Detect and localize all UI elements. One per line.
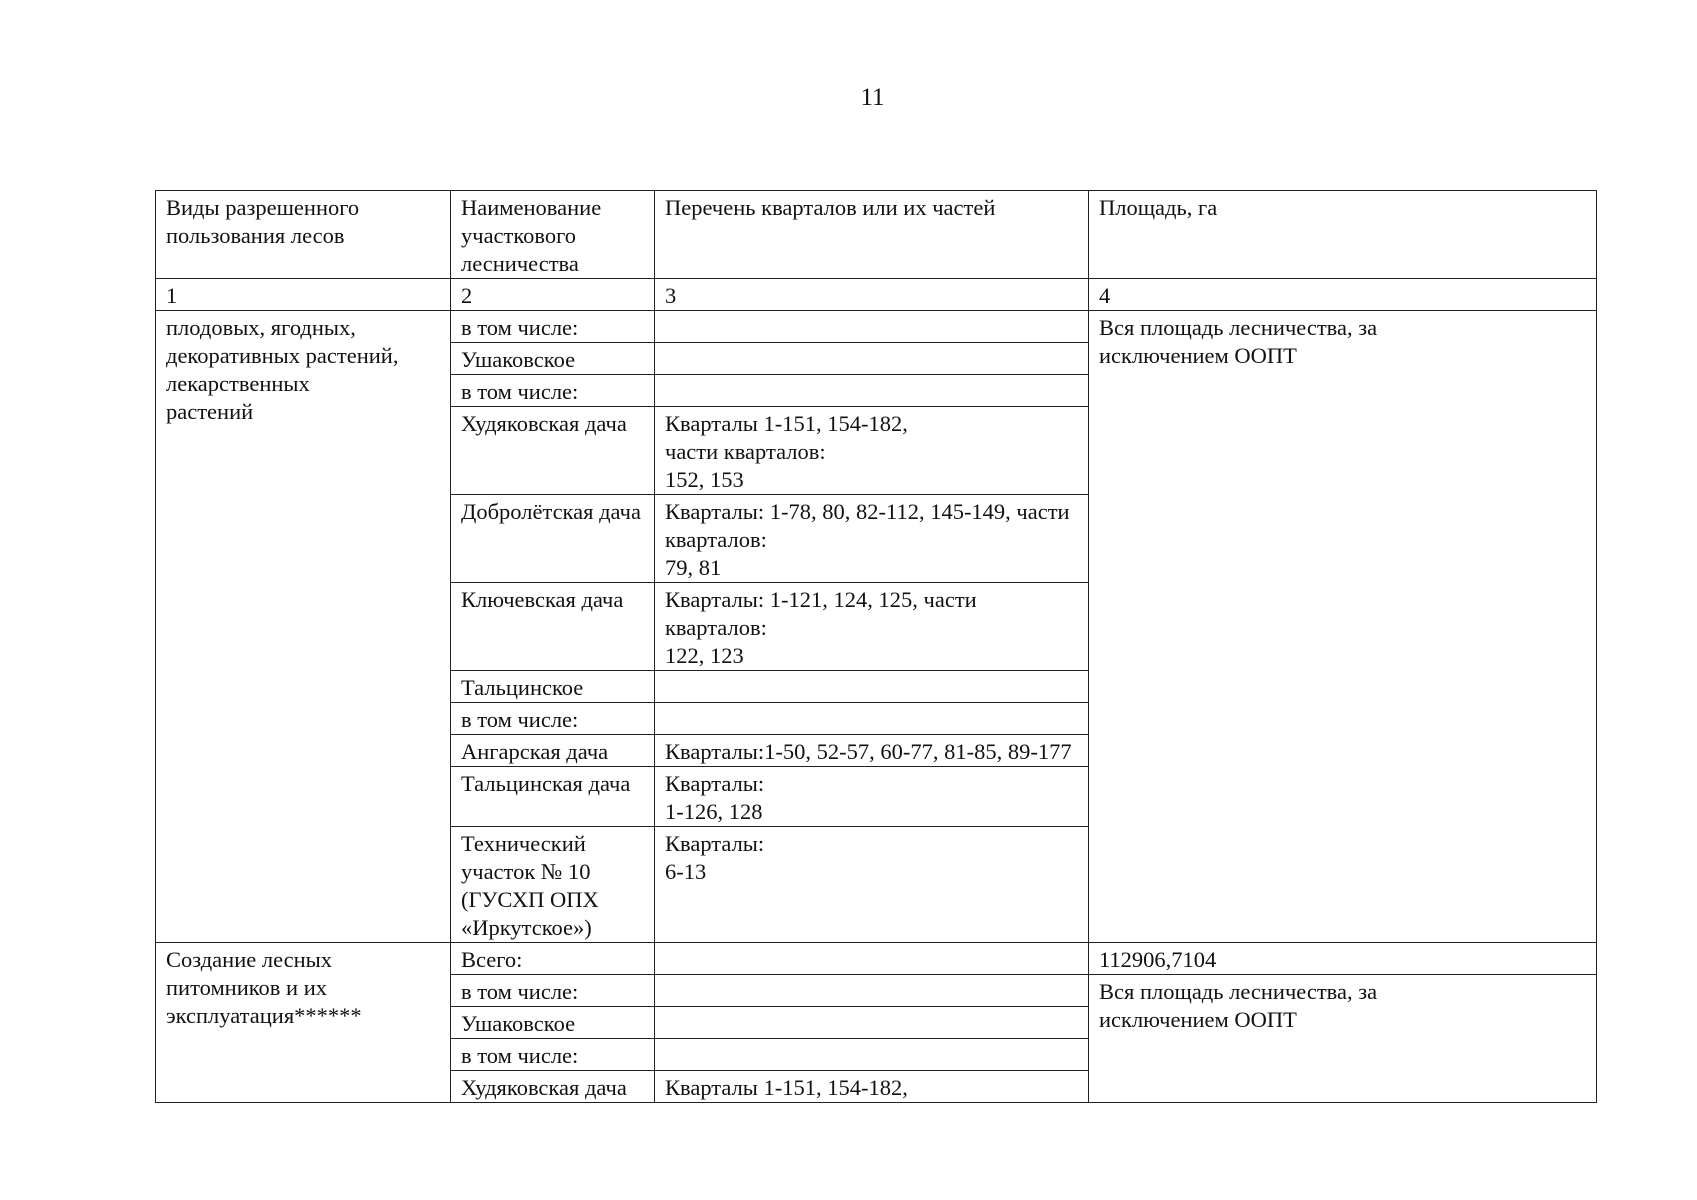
quarters-cell: Кварталы:1-50, 52-57, 60-77, 81-85, 89-177	[655, 735, 1089, 767]
forestry-name-cell: Тальцинское	[451, 671, 655, 703]
table-row	[156, 943, 1597, 975]
column-number: 1	[156, 279, 451, 311]
quarters-cell: Кварталы: 1-121, 124, 125, части кварталов: 122, 123	[655, 583, 1089, 671]
quarters-cell	[655, 311, 1089, 343]
forestry-name-cell: Худяковская дача	[451, 407, 655, 495]
column-number: 4	[1089, 279, 1597, 311]
area-note-cell: Вся площадь лесничества, за исключением ООПТ	[1089, 975, 1597, 1103]
table-row	[156, 311, 1597, 343]
forestry-name-cell: в том числе:	[451, 975, 655, 1007]
quarters-cell	[655, 975, 1089, 1007]
total-area-cell: 112906,7104	[1089, 943, 1597, 975]
forestry-name-cell: Худяковская дача	[451, 1071, 655, 1103]
quarters-cell	[655, 375, 1089, 407]
forest-use-table-wrapper	[155, 190, 1596, 1100]
header-quarters-list: Перечень кварталов или их частей	[655, 191, 1089, 279]
forestry-name-cell: Всего:	[451, 943, 655, 975]
forestry-name-cell: в том числе:	[451, 311, 655, 343]
header-row	[156, 191, 1597, 279]
quarters-cell	[655, 671, 1089, 703]
header-area: Площадь, га	[1089, 191, 1597, 279]
quarters-cell: Кварталы 1-151, 154-182,	[655, 1071, 1089, 1103]
use-type-cell: Создание лесных питомников и их эксплуатация******	[156, 943, 451, 1103]
forest-use-table	[155, 190, 1597, 1103]
quarters-cell	[655, 943, 1089, 975]
quarters-cell: Кварталы: 6-13	[655, 827, 1089, 943]
quarters-cell	[655, 703, 1089, 735]
forestry-name-cell: в том числе:	[451, 1039, 655, 1071]
forestry-name-cell: в том числе:	[451, 375, 655, 407]
quarters-cell: Кварталы 1-151, 154-182, части кварталов: 152, 153	[655, 407, 1089, 495]
column-number: 3	[655, 279, 1089, 311]
quarters-cell: Кварталы: 1-78, 80, 82-112, 145-149, части кварталов: 79, 81	[655, 495, 1089, 583]
forestry-name-cell: Ушаковское	[451, 343, 655, 375]
quarters-cell: Кварталы: 1-126, 128	[655, 767, 1089, 827]
column-number: 2	[451, 279, 655, 311]
forestry-name-cell: Добролётская дача	[451, 495, 655, 583]
column-number-row	[156, 279, 1597, 311]
forestry-name-cell: Ушаковское	[451, 1007, 655, 1039]
area-note-cell: Вся площадь лесничества, за исключением ООПТ	[1089, 311, 1597, 943]
quarters-cell	[655, 1007, 1089, 1039]
use-type-cell: плодовых, ягодных, декоративных растений, лекарственных растений	[156, 311, 451, 943]
forestry-name-cell: Тальцинская дача	[451, 767, 655, 827]
forestry-name-cell: Ангарская дача	[451, 735, 655, 767]
quarters-cell	[655, 1039, 1089, 1071]
forestry-name-cell: в том числе:	[451, 703, 655, 735]
header-forestry-name: Наименование участкового лесничества	[451, 191, 655, 279]
header-use-type: Виды разрешенного пользования лесов	[156, 191, 451, 279]
quarters-cell	[655, 343, 1089, 375]
forestry-name-cell: Технический участок № 10 (ГУСХП ОПХ «Иркутское»)	[451, 827, 655, 943]
forestry-name-cell: Ключевская дача	[451, 583, 655, 671]
page-number: 11	[860, 84, 885, 111]
